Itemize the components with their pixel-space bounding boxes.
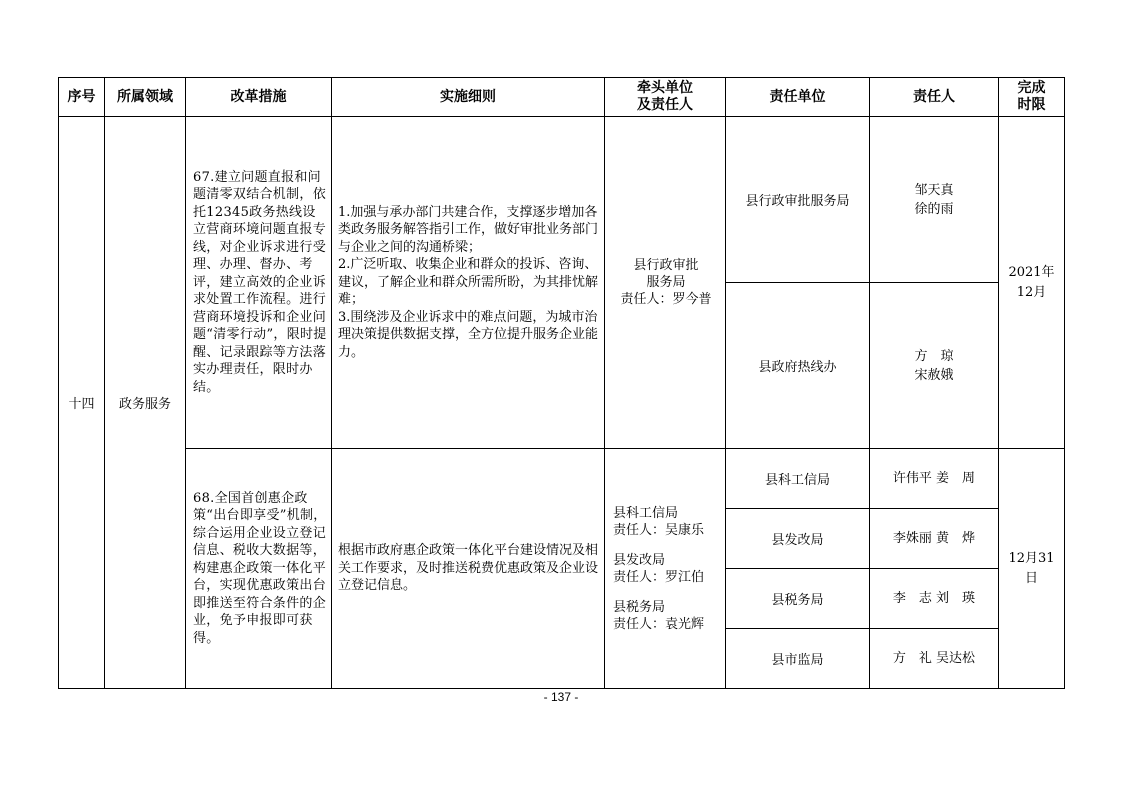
detail-cell: 1.加强与承办部门共建合作，支撑逐步增加各类政务服务解答指引工作，做好审批业务部门与企业之间的沟通桥梁； 2.广泛听取、收集企业和群众的投诉、咨询、建议，了解企业和群众所需所盼，为其排忧解难； 3.围绕涉及企业诉求中的难点问题，为城市治理决策提供数据支撑，全方位提升服务企业能力。	[332, 117, 605, 449]
header-resp-person: 责任人	[870, 78, 999, 117]
header-deadline-line2: 时限	[1017, 97, 1046, 113]
measure-cell: 68.全国首创惠企政策“出台即享受”机制，综合运用企业设立登记信息、税收大数据等，构建惠企政策一体化平台，实现优惠政策出台即推送至符合条件的企业，免予申报即可获得。	[186, 449, 332, 689]
header-lead-line1: 牵头单位	[637, 80, 693, 96]
resp-person-cell: 邹天真 徐的雨	[870, 117, 999, 283]
resp-unit-cell: 县税务局	[726, 569, 870, 629]
table-row	[59, 117, 1065, 283]
lead-unit-cell: 县行政审批 服务局 责任人：罗今普	[605, 117, 726, 449]
resp-unit-cell: 县科工信局	[726, 449, 870, 509]
lead-unit-cell	[605, 449, 726, 689]
header-resp-unit: 责任单位	[726, 78, 870, 117]
lead-unit-entry: 县科工信局 责任人：吴康乐	[613, 505, 705, 538]
resp-unit-cell: 县市监局	[726, 629, 870, 689]
header-lead-line2: 及责任人	[637, 97, 693, 113]
group-seq-cell: 十四	[59, 117, 105, 689]
lead-unit-entry: 县发改局 责任人：罗江伯	[613, 552, 705, 585]
resp-unit-cell: 县发改局	[726, 509, 870, 569]
header-lead	[605, 78, 726, 117]
deadline-cell: 12月31 日	[999, 449, 1065, 689]
header-row	[59, 78, 1065, 117]
header-seq: 序号	[59, 78, 105, 117]
header-measure: 改革措施	[186, 78, 332, 117]
resp-unit-cell: 县行政审批服务局	[726, 117, 870, 283]
lead-unit-entry: 县税务局 责任人：袁光辉	[613, 599, 705, 632]
table-row	[59, 449, 1065, 509]
header-detail: 实施细则	[332, 78, 605, 117]
resp-person-cell: 李 志 刘 瑛	[870, 569, 999, 629]
reform-measures-table	[58, 77, 1065, 689]
group-domain-cell: 政务服务	[105, 117, 186, 689]
header-deadline	[999, 78, 1065, 117]
deadline-cell: 2021年 12月	[999, 117, 1065, 449]
resp-person-cell: 李姝丽 黄 烨	[870, 509, 999, 569]
resp-person-cell: 方 琼 宋赦娥	[870, 283, 999, 449]
resp-unit-cell: 县政府热线办	[726, 283, 870, 449]
detail-cell: 根据市政府惠企政策一体化平台建设情况及相关工作要求，及时推送税费优惠政策及企业设立登记信息。	[332, 449, 605, 689]
resp-person-cell: 许伟平 姜 周	[870, 449, 999, 509]
resp-person-cell: 方 礼 吴达松	[870, 629, 999, 689]
header-domain: 所属领域	[105, 78, 186, 117]
measure-cell: 67.建立问题直报和问题清零双结合机制，依托12345政务热线设立营商环境问题直报专线，对企业诉求进行受理、办理、督办、考评，建立高效的企业诉求处置工作流程。进行营商环境投诉和企业问题“清零行动”，限时提醒、记录跟踪等方法落实办理责任，限时办结。	[186, 117, 332, 449]
page-number: - 137 -	[543, 690, 579, 704]
header-deadline-line1: 完成	[1017, 80, 1046, 96]
